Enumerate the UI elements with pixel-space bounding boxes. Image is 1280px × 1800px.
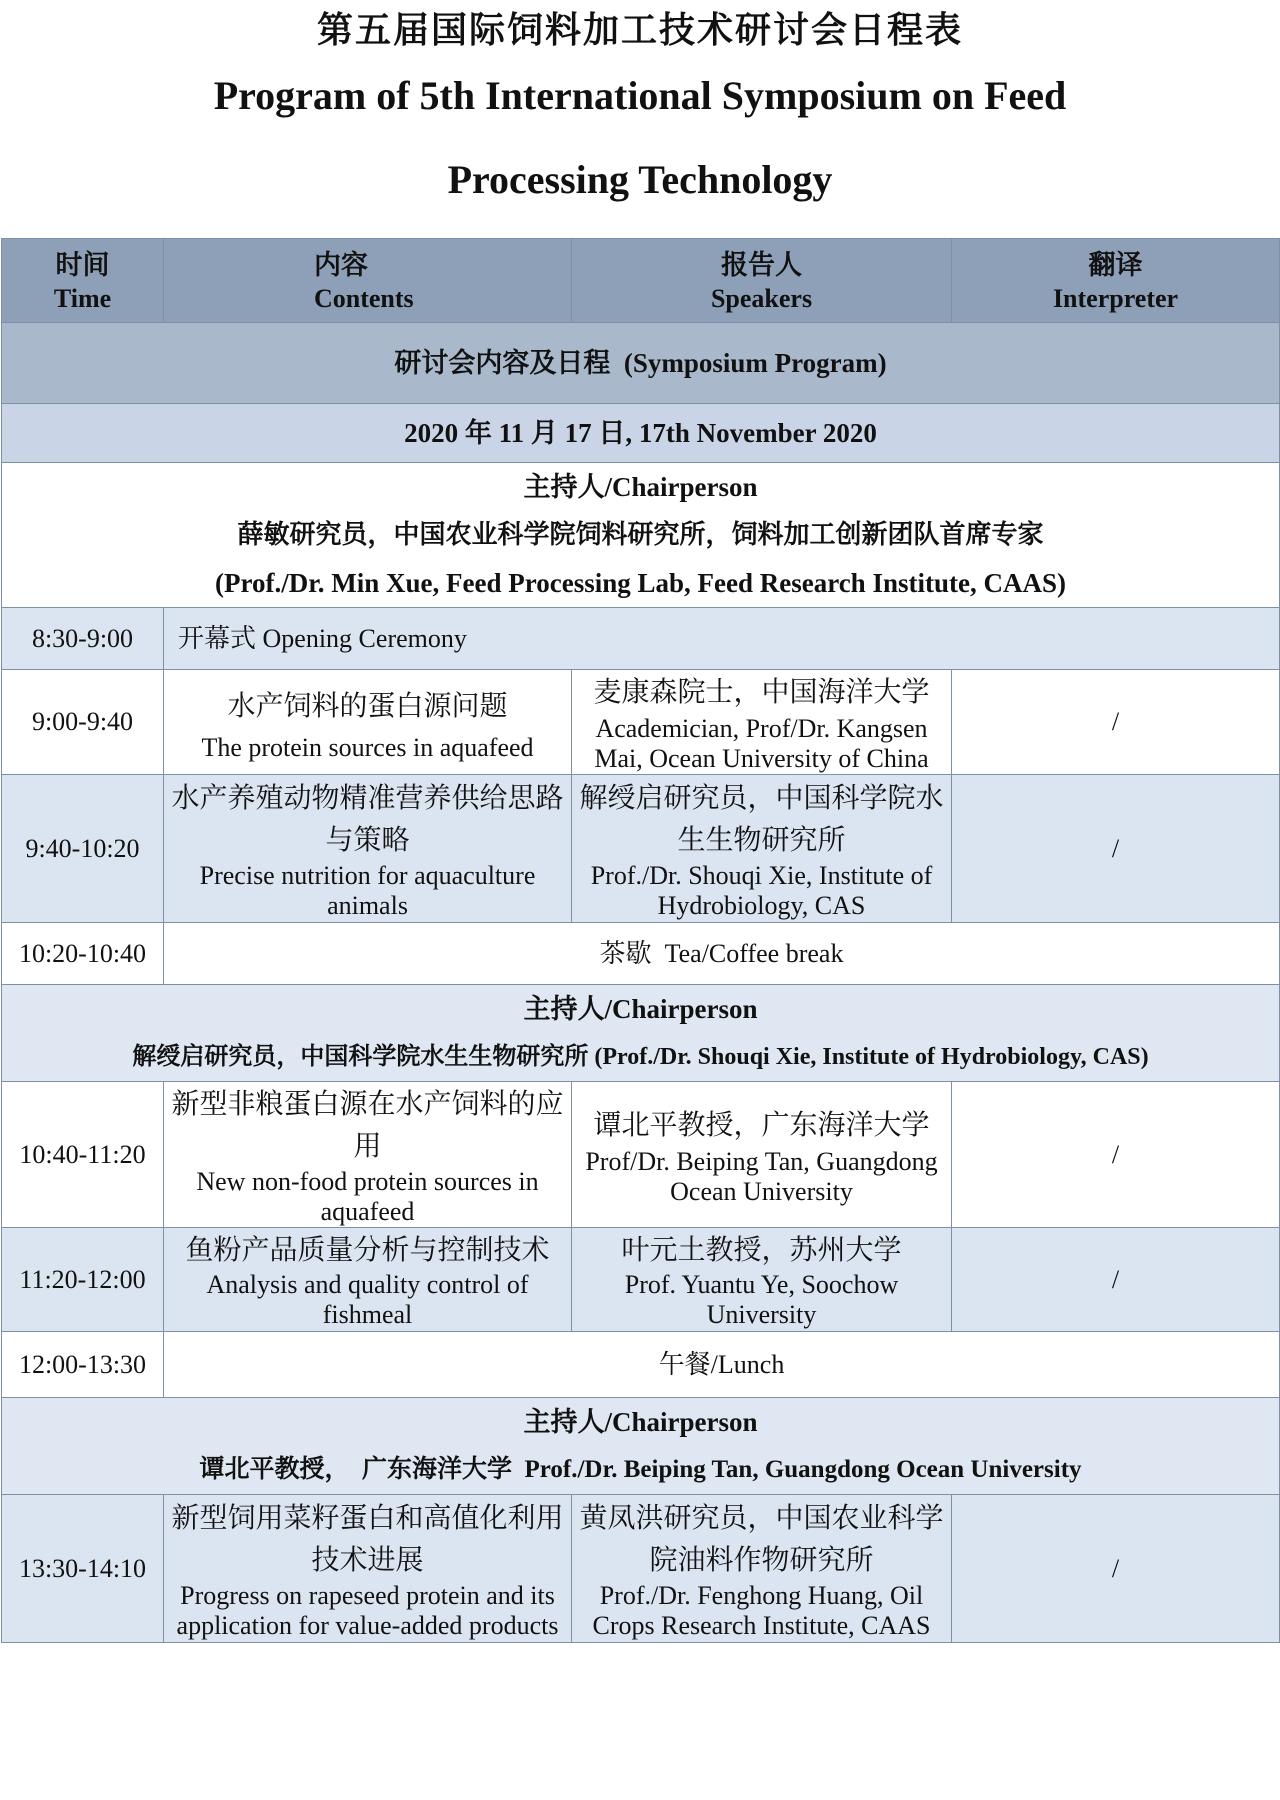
talk-speaker: 谭北平教授，广东海洋大学 Prof/Dr. Beiping Tan, Guangdong Ocean University [572, 1082, 952, 1228]
header-interpreter: 翻译 Interpreter [952, 239, 1280, 323]
chairperson-block-1 [2, 463, 1280, 608]
opening-ceremony: 开幕式 Opening Ceremony [164, 608, 1280, 670]
table-row [2, 1228, 1280, 1332]
header-speakers: 报告人 Speakers [572, 239, 952, 323]
table-header-row [2, 239, 1280, 323]
chairperson-name-zh: 薛敏研究员，中国农业科学院饲料研究所，饲料加工创新团队首席专家 [237, 520, 1044, 550]
talk-time: 13:30-14:10 [2, 1495, 164, 1643]
header-time: 时间 Time [2, 239, 164, 323]
chairperson-label: 主持人/Chairperson [523, 994, 758, 1024]
talk-speaker: 叶元土教授，苏州大学 Prof. Yuantu Ye, Soochow University [572, 1228, 952, 1332]
lunch-row [2, 1332, 1280, 1398]
break-row [2, 923, 1280, 985]
chairperson-label: 主持人/Chairperson [523, 1407, 758, 1437]
tea-coffee-break: 茶歇 Tea/Coffee break [164, 923, 1280, 985]
header-contents: 内容 Contents [164, 239, 572, 323]
date-line: 2020 年 11 月 17 日, 17th November 2020 [2, 404, 1280, 463]
lunch-label: 午餐/Lunch [164, 1332, 1280, 1398]
talk-content: 新型非粮蛋白源在水产饲料的应用 New non-food protein sources in aquafeed [164, 1082, 572, 1228]
talk-speaker: 黄凤洪研究员，中国农业科学院油料作物研究所 Prof./Dr. Fenghong Huang, Oil Crops Research Institute, CAAS [572, 1495, 952, 1643]
opening-row [2, 608, 1280, 670]
page-title-chinese: 第五届国际饲料加工技术研讨会日程表 [316, 10, 963, 51]
talk-time: 9:00-9:40 [2, 670, 164, 775]
chairperson-block-3 [2, 1398, 1280, 1495]
lunch-time: 12:00-13:30 [2, 1332, 164, 1398]
talk-interpreter: / [952, 1495, 1280, 1643]
symposium-program-row [2, 323, 1280, 404]
break-time: 10:20-10:40 [2, 923, 164, 985]
chairperson-block-2 [2, 985, 1280, 1082]
table-row [2, 1495, 1280, 1643]
talk-interpreter: / [952, 1228, 1280, 1332]
talk-content: 水产养殖动物精准营养供给思路与策略 Precise nutrition for aquaculture animals [164, 775, 572, 923]
talk-content: 鱼粉产品质量分析与控制技术 Analysis and quality control of fishmeal [164, 1228, 572, 1332]
talk-interpreter: / [952, 775, 1280, 923]
table-row [2, 670, 1280, 775]
table-row [2, 775, 1280, 923]
talk-interpreter: / [952, 670, 1280, 775]
talk-speaker: 解绶启研究员，中国科学院水生生物研究所 Prof./Dr. Shouqi Xie, Institute of Hydrobiology, CAS [572, 775, 952, 923]
page-title-english-line-1: Program of 5th International Symposium on Feed [213, 73, 1067, 118]
talk-time: 9:40-10:20 [2, 775, 164, 923]
talk-speaker: 麦康森院士，中国海洋大学 Academician, Prof/Dr. Kangsen Mai, Ocean University of China [572, 670, 952, 775]
chairperson-line: 谭北平教授， 广东海洋大学 Prof./Dr. Beiping Tan, Guangdong Ocean University [199, 1456, 1082, 1483]
table-row [2, 1082, 1280, 1228]
symposium-label-en: (Symposium Program) [623, 347, 887, 378]
chairperson-name-en: (Prof./Dr. Min Xue, Feed Processing Lab, Feed Research Institute, CAAS) [215, 568, 1066, 598]
symposium-label-zh: 研讨会内容及日程 [394, 347, 611, 379]
talk-time: 10:40-11:20 [2, 1082, 164, 1228]
date-row [2, 404, 1280, 463]
chairperson-label: 主持人/Chairperson [523, 472, 758, 502]
program-table [1, 238, 1280, 1643]
page-title-english-line-2: Processing Technology [447, 157, 833, 202]
opening-time: 8:30-9:00 [2, 608, 164, 670]
talk-content: 水产饲料的蛋白源问题 The protein sources in aquafeed [164, 670, 572, 775]
talk-time: 11:20-12:00 [2, 1228, 164, 1332]
talk-interpreter: / [952, 1082, 1280, 1228]
talk-content: 新型饲用菜籽蛋白和高值化利用技术进展 Progress on rapeseed protein and its application for value-added products [164, 1495, 572, 1643]
chairperson-line: 解绶启研究员，中国科学院水生生物研究所 (Prof./Dr. Shouqi Xie, Institute of Hydrobiology, CAS) [132, 1044, 1149, 1070]
